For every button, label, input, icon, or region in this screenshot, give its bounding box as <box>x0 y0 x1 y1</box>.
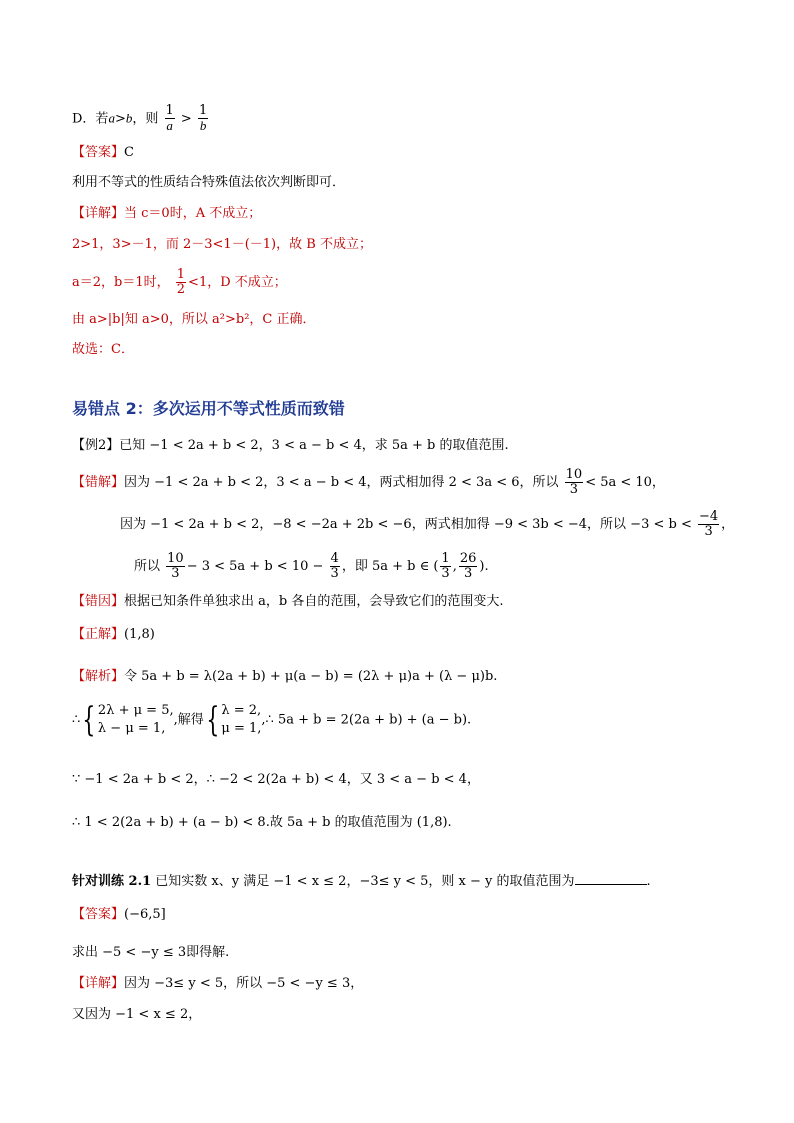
section-title: 易错点 2：多次运用不等式性质而致错 <box>72 399 345 418</box>
answer-2: 【答案】(−6,5] <box>72 907 166 922</box>
fraction-26-3: $\frac{26}{3}$ <box>459 551 477 581</box>
fraction-10-3-b: $\frac{10}{3}$ <box>167 551 184 581</box>
fraction-10-3: $\frac{10}{3}$ <box>565 467 583 497</box>
fraction-1-over-a: $\frac{1}{a}$ <box>165 103 174 133</box>
option-d: D．若a>b，则 $\frac{1}{a}$ > $\frac{1}{b}$ <box>72 103 208 133</box>
detail-line-3: a＝2，b＝1时， $\frac{1}{2}$ <1，D 不成立； <box>72 267 287 297</box>
wrong-solution-line-3: 所以 $\frac{10}{3}$ − 3 < 5a + b < 10 − $\frac{4}{3}$ ，即 5a + b ∈ ( $\frac{1}{3}$ , $\frac{26}{3}$ ). <box>134 551 489 581</box>
answer-blank <box>575 872 647 885</box>
detail-2-line-2: 又因为 −1 < x ≤ 2， <box>72 1007 202 1022</box>
hint-2: 求出 −5 < −y ≤ 3即得解. <box>72 945 230 960</box>
fraction-4-3: $\frac{4}{3}$ <box>330 551 339 581</box>
correct-answer: 【正解】(1,8) <box>72 627 155 642</box>
detail-1: 【详解】当 c＝0时，A 不成立； <box>72 206 262 221</box>
fraction-neg4-3: $\frac{-4}{3}$ <box>699 509 719 539</box>
detail-line-4: 由 a>|b|知 a>0，所以 a²>b²，C 正确． <box>72 312 316 327</box>
detail-2: 【详解】因为 −3≤ y < 5，所以 −5 < −y ≤ 3， <box>72 976 364 991</box>
fraction-1-3: $\frac{1}{3}$ <box>441 551 450 581</box>
wrong-solution-line-1: 【错解】因为 −1 < 2a + b < 2，3 < a − b < 4，两式相加得 2 < 3a < 6，所以 $\frac{10}{3}$ < 5a < 10， <box>72 467 665 497</box>
detail-line-2: 2>1，3>－1，而 2－3<1－(－1)，故 B 不成立； <box>72 237 372 252</box>
fraction-1-over-b: $\frac{1}{b}$ <box>198 103 208 133</box>
error-cause: 【错因】根据已知条件单独求出 a，b 各自的范围，会导致它们的范围变大. <box>72 594 504 609</box>
detail-line-5: 故选：C． <box>72 342 134 357</box>
example-2: 【例2】已知 −1 < 2a + b < 2，3 < a − b < 4，求 5a + b 的取值范围. <box>72 438 509 453</box>
wrong-solution-line-2: 因为 −1 < 2a + b < 2，−8 < −2a + 2b < −6，两式相加得 −9 < 3b < −4，所以 −3 < b < $\frac{-4}{3}$ ， <box>120 509 735 539</box>
analysis-line-3: ∵ −1 < 2a + b < 2，∴ −2 < 2(2a + b) < 4，又 3 < a − b < 4， <box>72 772 480 787</box>
answer-1: 【答案】C <box>72 145 134 160</box>
hint-1: 利用不等式的性质结合特殊值法依次判断即可． <box>72 175 346 190</box>
analysis-system: ∴{ 2λ + μ = 5, λ − μ = 1,,解得{ λ = 2, μ = 1,,∴ 5a + b = 2(2a + b) + (a − b). <box>72 700 472 740</box>
fraction-half: $\frac{1}{2}$ <box>176 267 186 297</box>
analysis-line-1: 【解析】令 5a + b = λ(2a + b) + μ(a − b) = (2λ + μ)a + (λ − μ)b. <box>72 669 498 684</box>
analysis-line-4: ∴ 1 < 2(2a + b) + (a − b) < 8.故 5a + b 的取值范围为 (1,8). <box>72 815 452 830</box>
training-2-1: 针对训练 2.1 已知实数 x、y 满足 −1 < x ≤ 2，−3≤ y < 5，则 x − y 的取值范围为 . <box>72 874 651 889</box>
